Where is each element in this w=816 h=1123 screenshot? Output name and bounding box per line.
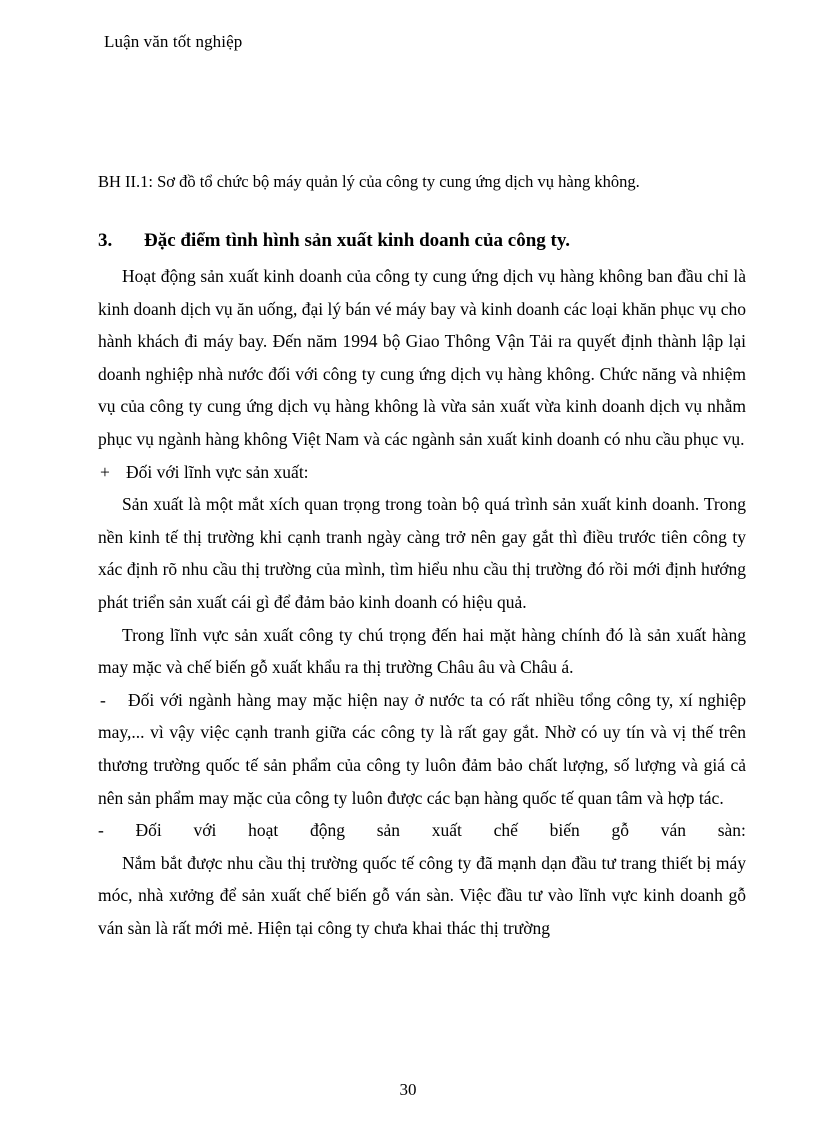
word: động — [309, 820, 345, 841]
word: với — [193, 820, 217, 841]
paragraph-intro: Hoạt động sản xuất kinh doanh của công ty cung ứng dịch vụ hàng không ban đầu chỉ là kinh doanh dịch vụ ăn uống, đại lý bán vé máy bay và kinh doanh các loại khăn phục vụ cho hành khách đi máy bay. Đến năm 1994 bộ Giao Thông Vận Tải ra quyết định thành lập lại doanh nghiệp nhà nước đối với công ty cung ứng dịch vụ hàng không. Chức năng và nhiệm vụ của công ty cung ứng dịch vụ hàng không là vừa sản xuất vừa kinh doanh dịch vụ nhằm phục vụ ngành hàng không Việt Nam và các ngành sản xuất kinh doanh có nhu cầu phục vụ. — [98, 266, 746, 449]
plus-item-text: Đối với lĩnh vực sản xuất: — [126, 461, 309, 482]
dash-item-wood — [98, 814, 746, 847]
dash-marker: - — [98, 820, 104, 841]
figure-caption: BH II.1: Sơ đồ tổ chức bộ máy quản lý của công ty cung ứng dịch vụ hàng không. — [98, 172, 640, 191]
dash-item-garments — [98, 684, 746, 814]
plus-marker: + — [100, 461, 110, 482]
word: hoạt — [248, 820, 279, 841]
word: chế — [493, 820, 518, 841]
body-text — [98, 260, 746, 944]
section-title: Đặc điểm tình hình sản xuất kinh doanh của công ty. — [144, 230, 571, 251]
word: sản — [376, 820, 401, 841]
word: xuất — [431, 820, 462, 841]
page-number: 30 — [399, 1080, 417, 1099]
word: biến — [549, 820, 580, 841]
word: Đối — [135, 820, 162, 841]
dash-marker: - — [100, 689, 106, 710]
word: gỗ — [611, 820, 629, 841]
plus-list-item — [98, 456, 746, 489]
running-header: Luận văn tốt nghiệp — [104, 32, 243, 51]
paragraph-production: Sản xuất là một mắt xích quan trọng trong toàn bộ quá trình sản xuất kinh doanh. Trong nền kinh tế thị trường khi cạnh tranh ngày càng trở nên gay gắt thì điều trước tiên công ty xác định rõ nhu cầu thị trường của mình, tìm hiểu nhu cầu thị trường đó rồi mới định hướng phát triển sản xuất cái gì để đảm bảo kinh doanh có hiệu quả. — [98, 494, 746, 612]
dash-item-garments-text: Đối với ngành hàng may mặc hiện nay ở nước ta có rất nhiều tổng công ty, xí nghiệp may,... vì vậy việc cạnh tranh giữa các công ty là rất gay gắt. Nhờ có uy tín và vị thế trên thương trường quốc tế sản phẩm của công ty luôn đảm bảo chất lượng, số lượng và giá cả nên sản phẩm may mặc của công ty luôn được các bạn hàng quốc tế quan tâm và hợp tác. — [98, 689, 746, 808]
word: sàn: — [717, 820, 746, 841]
section-heading — [98, 230, 570, 252]
section-number: 3. — [98, 230, 113, 251]
paragraph-main-products: Trong lĩnh vực sản xuất công ty chú trọng đến hai mặt hàng chính đó là sản xuất hàng may mặc và chế biến gỗ xuất khẩu ra thị trường Châu âu và Châu á. — [98, 624, 746, 678]
word: ván — [660, 820, 686, 841]
paragraph-wood-flooring: Nắm bắt được nhu cầu thị trường quốc tế công ty đã mạnh dạn đầu tư trang thiết bị máy móc, nhà xưởng để sản xuất chế biến gỗ ván sàn. Việc đầu tư vào lĩnh vực kinh doanh gỗ ván sàn là rất mới mẻ. Hiện tại công ty chưa khai thác thị trường — [98, 852, 746, 938]
